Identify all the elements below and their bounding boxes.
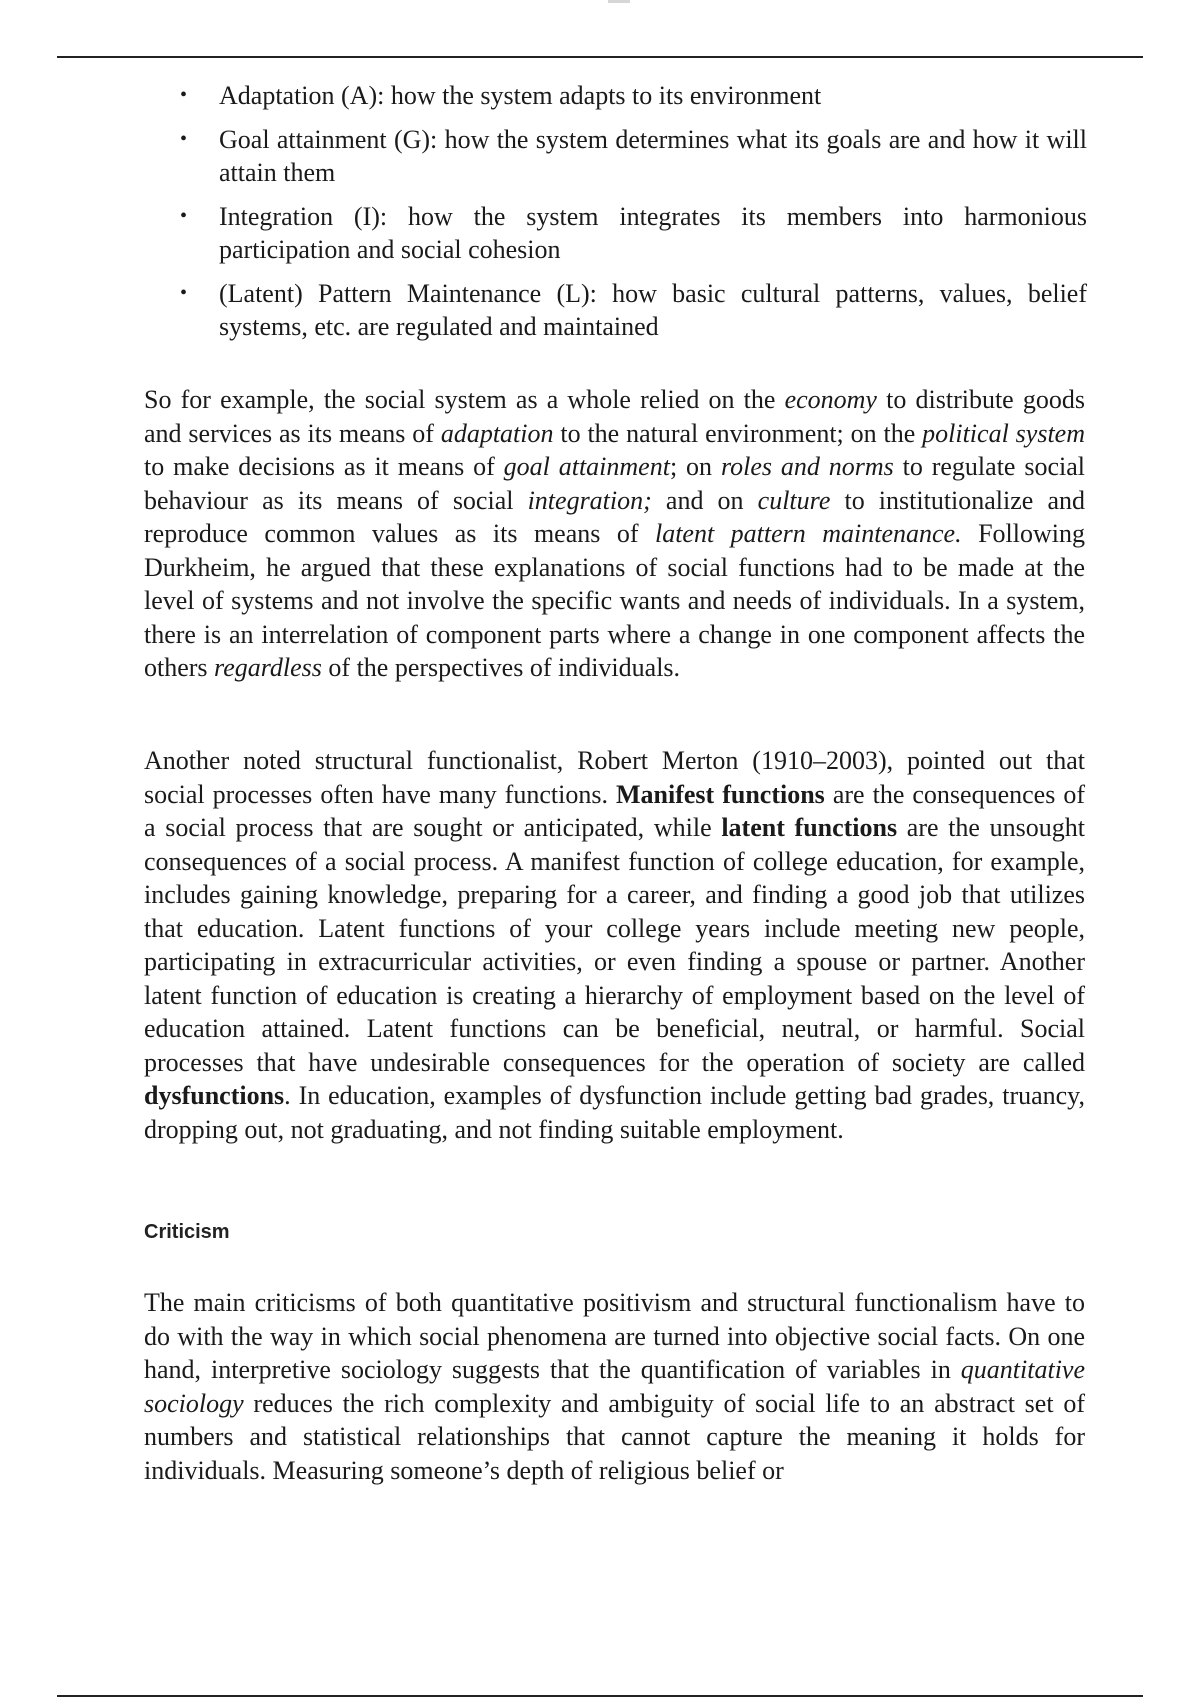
text-run: to institutionalize and reproduce common values as its means of — [144, 485, 1085, 548]
text-run: So for example, the social system as a whole relied on the — [144, 385, 785, 414]
section-heading-criticism: Criticism — [144, 1221, 230, 1243]
text-run: are the unsought consequences of a social process. A manifest function of college education, for example, includes gaining knowledge, preparing for a career, and finding a good job that utilizes that education. Latent functions of your college years include meeting new people, participating in extracurricular activities, or even finding a spouse or partner. Another latent function of education is creating a hierarchy of employment based on the level of education attained. Latent functions can be beneficial, neutral, or harmful. Social processes that have undesirable consequences for the operation of society are called — [144, 813, 1085, 1077]
text-run: . In education, examples of dysfunction include getting bad grades, truancy, dropping out, not graduating, and not finding suitable employment. — [144, 1081, 1085, 1144]
list-item — [180, 123, 1087, 189]
list-item-text: Goal attainment (G): how the system determines what its goals are and how it will attain them — [219, 125, 1087, 187]
emphasis-culture: culture — [757, 485, 831, 515]
bullet-icon: • — [180, 84, 188, 106]
emphasis-regardless: regardless — [214, 653, 322, 682]
bullet-icon: • — [180, 205, 188, 227]
emphasis-goal-attainment: goal attainment — [503, 452, 670, 481]
text-run: to make decisions as it means of — [144, 452, 504, 481]
emphasis-quantitative-sociology: quantitative sociology — [144, 1355, 1085, 1418]
bullet-icon: • — [180, 128, 188, 150]
text-run: of the perspectives of individuals. — [321, 653, 681, 682]
emphasis-roles-and-norms: roles and norms — [720, 452, 894, 481]
header-rule — [57, 56, 1143, 58]
text-run: The main criticisms of both quantitative positivism and structural functionalism have to do with the way in which social phenomena are turned into objective social facts. On one hand, interpretive sociology suggests that the quantification of variables in — [144, 1288, 1085, 1384]
list-item-text: (Latent) Pattern Maintenance (L): how basic cultural patterns, values, belief systems, etc. are regulated and maintained — [219, 279, 1087, 341]
emphasis-economy: economy — [784, 385, 877, 414]
text-run: to distribute goods and services as its means of — [144, 385, 1085, 448]
paragraph-parsons-example — [144, 383, 1085, 685]
text-run: to the natural environment; on the — [553, 418, 923, 448]
list-item-text: Adaptation (A): how the system adapts to its environment — [219, 81, 822, 110]
emphasis-adaptation: adaptation — [440, 418, 554, 448]
agil-bullet-list — [180, 79, 1087, 354]
footer-rule — [57, 1695, 1143, 1697]
text-run: Following Durkheim, he argued that these explanations of social functions had to be made at the level of systems and not involve the specific wants and needs of individuals. In a system, there is an interrelation of component parts where a change in one component affects the others — [144, 519, 1085, 682]
emphasis-political-system: political system — [922, 418, 1085, 448]
list-item — [180, 79, 1087, 112]
text-run: to regulate social behaviour as its means of social — [144, 452, 1085, 515]
list-item-text: Integration (I): how the system integrates its members into harmonious participation and social cohesion — [219, 202, 1087, 264]
list-item — [180, 277, 1087, 343]
paragraph-merton-functions — [144, 744, 1085, 1146]
paragraph-criticism — [144, 1286, 1085, 1487]
text-run: ; on — [669, 452, 721, 481]
text-run: are the consequences of a social process that are sought or anticipated, while — [144, 779, 1086, 842]
emphasis-latent-pattern-maintenance: latent pattern maintenance. — [654, 519, 962, 548]
term-manifest-functions: Manifest functions — [615, 779, 825, 809]
page-top-marker — [608, 0, 630, 3]
term-dysfunctions: dysfunctions — [144, 1081, 285, 1110]
bullet-icon: • — [180, 282, 188, 304]
term-latent-functions: latent functions — [721, 813, 898, 842]
list-item — [180, 200, 1087, 266]
emphasis-integration: integration; — [527, 485, 652, 515]
text-run: and on — [651, 485, 758, 515]
text-run: reduces the rich complexity and ambiguity of social life to an abstract set of numbers and statistical relationships that cannot capture the meaning it holds for individuals. Measuring someone’s depth of religious belief or — [144, 1388, 1085, 1485]
text-run: Another noted structural functionalist, Robert Merton (1910–2003), pointed out that social processes often have many functions. — [144, 746, 1085, 809]
